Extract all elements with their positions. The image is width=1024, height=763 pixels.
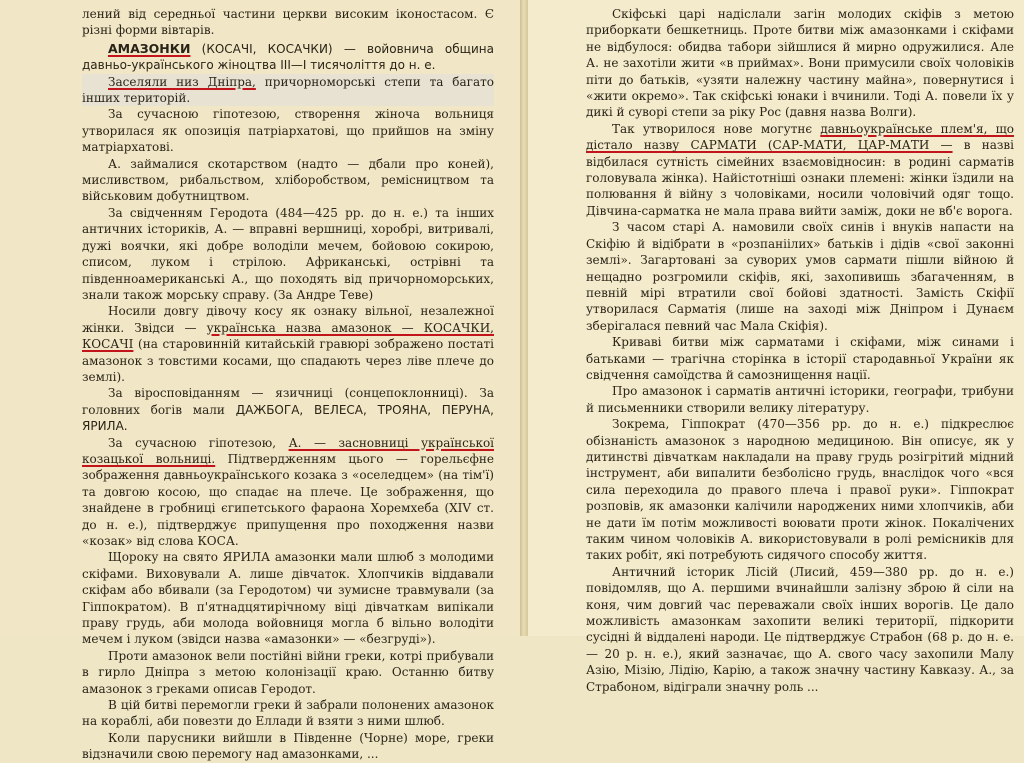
gods-list: ДАЖБОГА, ВЕЛЕСА, ТРОЯНА, ПЕРУНА, ЯРИЛА. xyxy=(82,402,494,434)
paragraph-text: Носили довгу дівочу косу як ознаку вільної, незалежної жінки. Звідси — xyxy=(82,304,494,335)
paragraph xyxy=(82,303,494,385)
paragraph xyxy=(586,121,1014,219)
paragraph xyxy=(82,435,494,550)
paragraph: Зокрема, Гіппократ (470—356 рр. до н. е.) підкреслює обізнаність амазонок з народною медициною. Він описує, як у дитинстві дівчаткам накладали на праву грудь розігрітий мідний інструмент, аби випалити безболісно грудь, внаслідок чого «вся сила переходила до правого плеча і правої руки». Гіппократ розповів, як амазонки калічили народжених ними хлопчиків, аби не дати їм потім можливості воювати проти жінок. Покалічених таким чином чоловіків А. використовували в ролі ремісників для таких робіт, які потребують сидячого способу життя. xyxy=(586,417,1014,563)
underlined-text: давньоукраїнське плем'я, що дістало назву САРМАТИ (САР-МАТИ, ЦАР-МАТИ — xyxy=(586,121,1014,153)
paragraph-text: Так утворилося нове могутнє xyxy=(612,121,813,136)
underlined-text: А. — засновниці української козацької вольниці. xyxy=(82,435,495,466)
entry-amazonky xyxy=(82,41,494,74)
paragraph: Скіфські царі надіслали загін молодих скіфів з метою приборкати бешкетниць. Проте битви між амазонками і скіфами не відбулося: обидва табори зійшлися й мирно одружилися. Але А. не захотіли жити «в приймах». Вони примусили своїх чоловіків піти до батьків, «узяти належну частину майна», повернутися і «жити окремо». Так скіфські юнаки і вчинили. Тоді А. повели їх у дикі й суворі степи за ріку Рос (давня назва Волги). xyxy=(586,7,1014,120)
paragraph: Щороку на свято ЯРИЛА амазонки мали шлюб з молодими скіфами. Виховували А. лише дівчаток. Хлопчиків віддавали скіфам або вбивали (за Геродотом) чи зумисне травмували (за Гіппократом). В п'ятнадцятирічному віці дівчаткам випікали праву грудь, аби молода войовниця могла б вільно володіти мечем і луком (звідси назва «амазонки» — «безгруді»). xyxy=(82,550,494,647)
right-page xyxy=(528,0,1024,694)
paragraph-text: Підтвердженням цього — горельєфне зображення давньоукраїнського козака з «оселедцем» (на тім'ї) та довгою косою, що спадає на плече. Це зображення, що знайдене в гробниці єгипетського фараона Хоремхеба (XIV ст. до н. е.), підтверджує припущення про походження назви «козак» від слова КОСА. xyxy=(82,451,494,548)
paragraph xyxy=(82,385,494,434)
underlined-text: українська назва амазонок — КОСАЧКИ, КОСАЧІ xyxy=(82,320,494,352)
paragraph: Античний історик Лісій (Лисий, 459—380 рр. до н. е.) повідомляв, що А. першими вчинайшли залізну зброю й сіли на коня, чим довгий час переважали своїх інших ворогів. Це дало можливість амазонкам захопити великі території, підкорити сусідні й віддалені народи. Це підтверджує Страбон (68 р. до н. е. — 20 р. н. е.), який зазначає, що А. свого часу захопили Малу Азію, Мізію, Лідію, Карію, а також значну частину Кавказу. А., за Страбоном, відіграли значну роль ... xyxy=(586,564,1014,694)
paragraph-text: в назві відбилася сутність сімейних взаємовідносин: в родині сарматів головувала жінка). Найістотніші ознаки племені: жінки їздили на полювання й війну з чоловіками, носили чоловічий одяг тощо. Дівчина-сарматка не мала права вийти заміж, доки не вб'є ворога. xyxy=(586,138,1014,218)
paragraph-text: причорноморські степи та багато інших територій. xyxy=(82,74,494,106)
underlined-text: Заселяли низ Дніпра, xyxy=(108,74,256,89)
paragraph-text: За віросповіданням — язичниці (сонцепоклонниці). За головних богів мали xyxy=(82,386,494,417)
paragraph: За свідченням Геродота (484—425 рр. до н. е.) та інших античних істориків, А. — вправні вершниці, хоробрі, витривалі, дужі воячки, які добре володіли мечем, бойовою сокирою, списом, луком і стрілою. Африканські, острівні та південноамериканські А., що походять від причорноморських, знали також морську справу. (За Андре Теве) xyxy=(82,205,494,302)
paragraph: В цій битві перемогли греки й забрали полонених амазонок на кораблі, аби повезти до Еллади й взяти з ними шлюб. xyxy=(82,698,494,729)
paragraph: За сучасною гіпотезою, створення жіноча вольниця утворилася як опозиція патріархатові, що прийшов на зміну матріархатові. xyxy=(82,107,494,155)
entry-headword: АМАЗОНКИ xyxy=(108,40,191,56)
entry-definition: (КОСАЧІ, КОСАЧКИ) — войовнича община давньо-українського жіноцтва III—I тисячоліття до н. е. xyxy=(82,41,494,73)
paragraph: А. займалися скотарством (надто — дбали про коней), мисливством, рибальством, хліборобством, ремісництвом та військовим добутництвом. xyxy=(82,156,494,204)
paragraph: Криваві битви між сарматами і скіфами, між синами і батьками — трагічна сторінка в історії стародавньої України як свідчення самоїдства й самознищення нації. xyxy=(586,335,1014,382)
paragraph-text: За сучасною гіпотезою, xyxy=(108,435,277,450)
paragraph: лений від середньої частини церкви високим іконостасом. Є різні форми вівтарів. xyxy=(82,7,494,38)
book-gutter xyxy=(520,0,528,636)
paragraph: З часом старі А. намовили своїх синів і внуків напасти на Скіфію й відібрати в «розпаніілих» батьків і дідів «свої законні землі». Загартовані за суворих умов сармати пішли війною й нещадно розгромили скіфів, які, захопивишь збагаченням, в певній мірі втратили свої бойові здатності. Замість Скіфії утворилася Сарматія (лише на заході між Дніпром і Дунаєм зберігалася певний час Мала Скіфія). xyxy=(586,220,1014,333)
paragraph xyxy=(82,74,494,107)
paragraph: Коли парусники вийшли в Південне (Чорне) море, греки відзначили свою перемогу над амазонками, ... xyxy=(82,730,494,762)
paragraph: Проти амазонок вели постійні війни греки, котрі прибували в гирло Дніпра з метою колонізації краю. Останню битву амазонок з греками описав Геродот. xyxy=(82,648,494,696)
paragraph-text: (на старовинній китайській гравюрі зображено постаті амазонок з товстими косами, що спадають через ліве плече до землі). xyxy=(82,337,494,384)
paragraph: Про амазонок і сарматів античні історики, географи, трибуни й письменники створили велику літературу. xyxy=(586,384,1014,415)
